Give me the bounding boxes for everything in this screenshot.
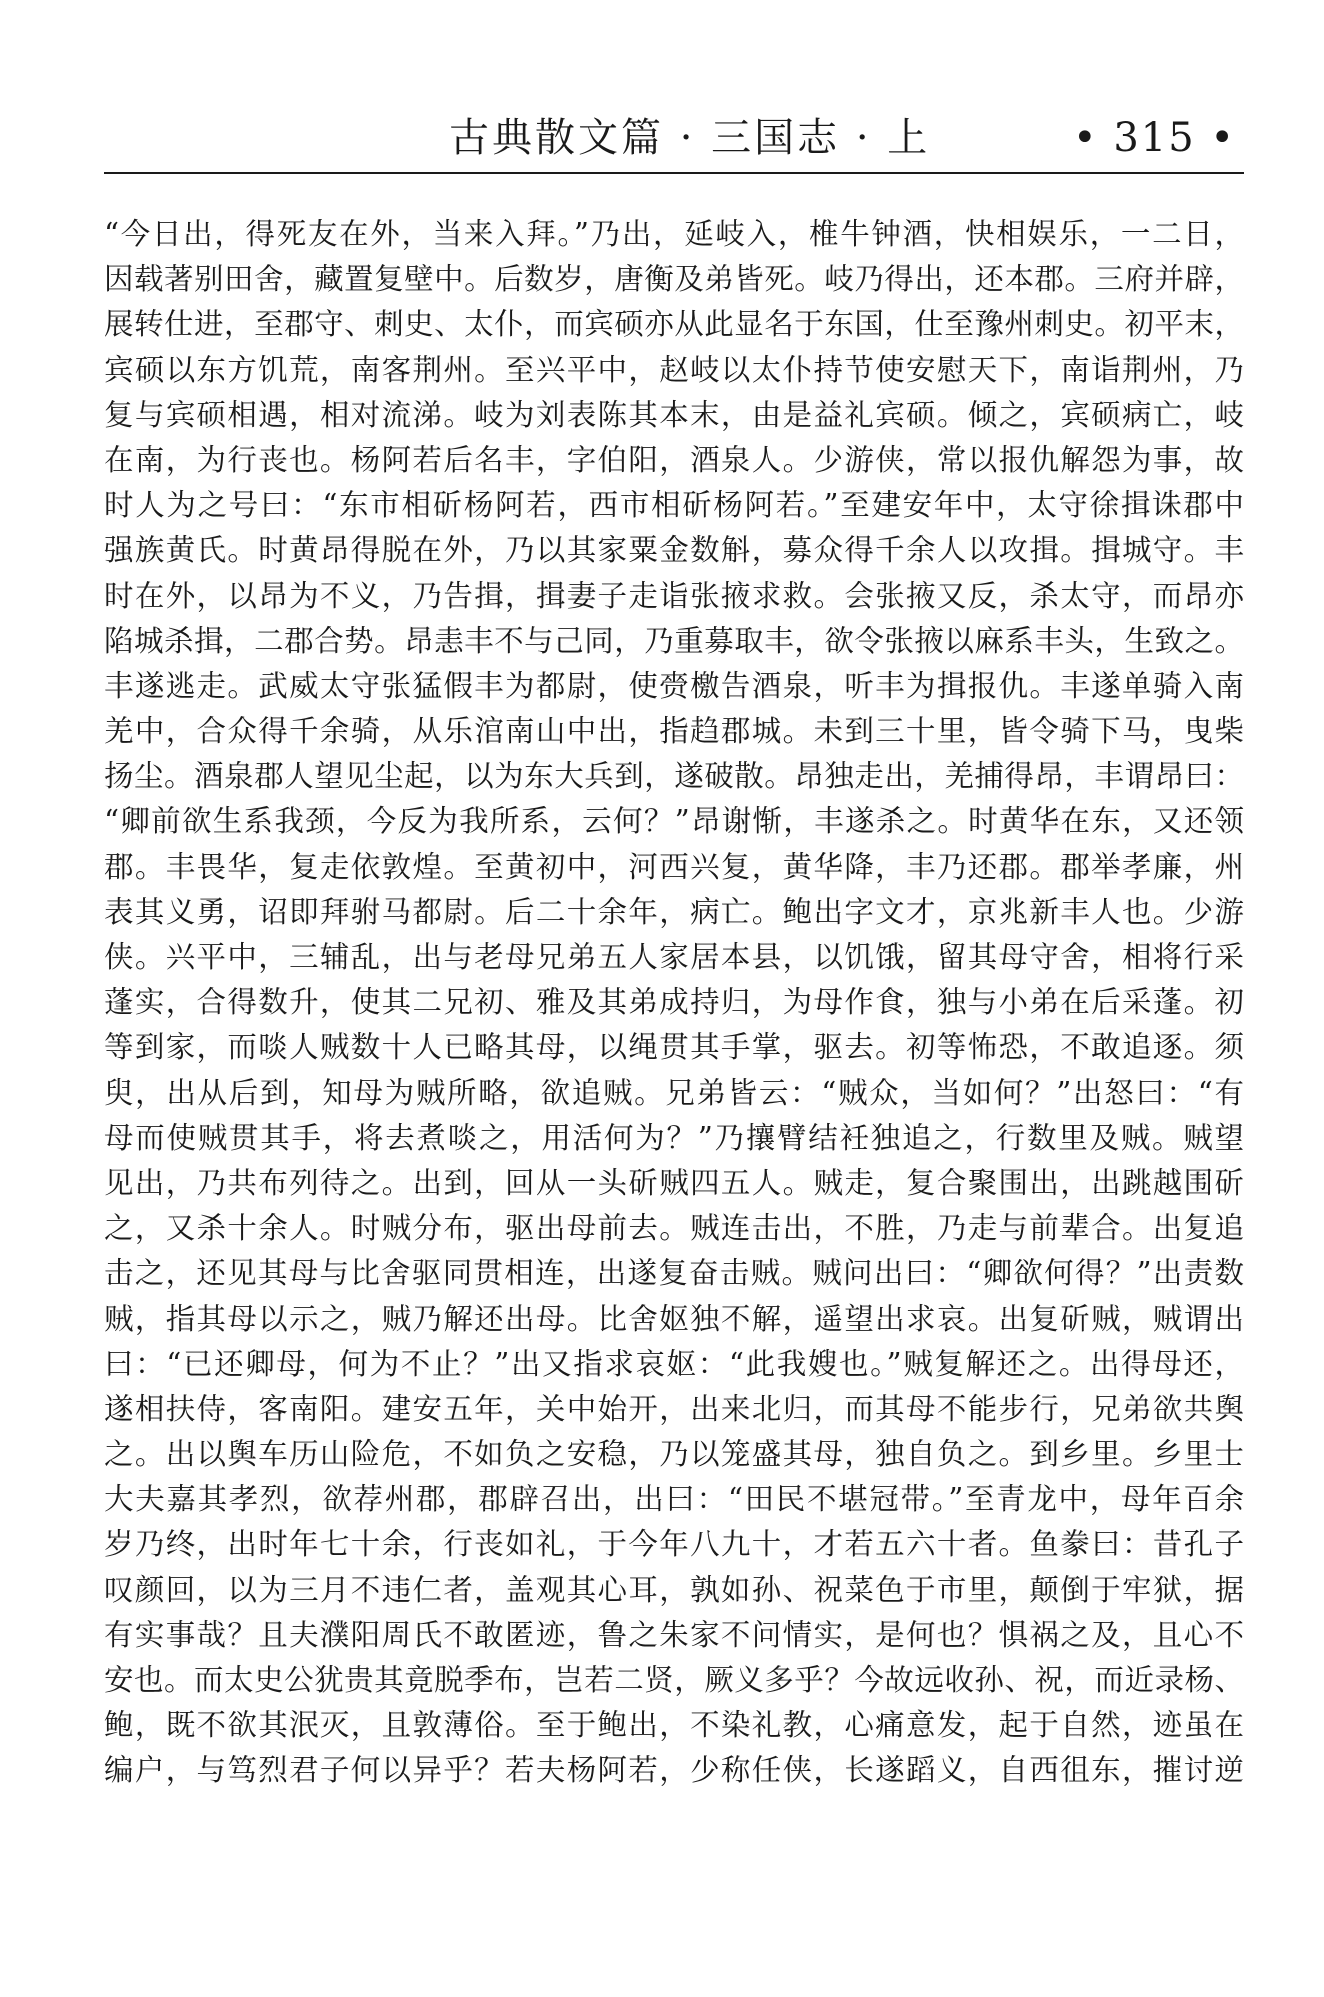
text-line: 编户，与笃烈君子何以异乎？若夫杨阿若，少称任侠，长遂蹈义，自西徂东，摧讨逆: [104, 1753, 1244, 1788]
text-line: 在南，为行丧也。杨阿若后名丰，字伯阳，酒泉人。少游侠，常以报仇解怨为事，故: [104, 442, 1244, 477]
text-line: 陷城杀揖，二郡合势。昂恚丰不与己同，乃重募取丰，欲令张掖以麻系丰头，生致之。: [104, 623, 1244, 658]
text-line: 蓬实，合得数升，使其二兄初、雅及其弟成持归，为母作食，独与小弟在后采蓬。初: [104, 985, 1244, 1020]
body-text: [104, 212, 1244, 1794]
text-line: 之。出以舆车历山险危，不如负之安稳，乃以笼盛其母，独自负之。到乡里。乡里士: [104, 1437, 1244, 1472]
text-line: 击之，还见其母与比舍驱同贯相连，出遂复奋击贼。贼问出曰：“卿欲何得？”出责数: [104, 1256, 1244, 1291]
text-line: 侠。兴平中，三辅乱，出与老母兄弟五人家居本县，以饥饿，留其母守舍，相将行采: [104, 940, 1244, 974]
text-line: 等到家，而啖人贼数十人已略其母，以绳贯其手掌，驱去。初等怖恐，不敢追逐。须: [104, 1030, 1244, 1065]
text-line: 郡。丰畏华，复走依敦煌。至黄初中，河西兴复，黄华降，丰乃还郡。郡举孝廉，州: [104, 849, 1244, 884]
text-line: 因载著别田舍，藏置复壁中。后数岁，唐衡及弟皆死。岐乃得出，还本郡。三府并辟，: [104, 262, 1244, 297]
text-line: 见出，乃共布列待之。出到，回从一头斫贼四五人。贼走，复合聚围出，出跳越围斫: [104, 1165, 1244, 1200]
text-line: 母而使贼贯其手，将去煮啖之，用活何为？”乃攘臂结衽独追之，行数里及贼。贼望: [104, 1120, 1244, 1155]
running-title: 古典散文篇 · 三国志 · 上: [449, 115, 931, 161]
text-line: 大夫嘉其孝烈，欲荐州郡，郡辟召出，出曰：“田民不堪冠带。”至青龙中，母年百余: [104, 1482, 1244, 1517]
text-line: 安也。而太史公犹贵其竟脱季布，岂若二贤，厥义多乎？今故远收孙、祝，而近录杨、: [104, 1663, 1244, 1697]
text-line: 宾硕以东方饥荒，南客荆州。至兴平中，赵岐以太仆持节使安慰天下，南诣荆州，乃: [104, 352, 1244, 387]
text-line: 丰遂逃走。武威太守张猛假丰为都尉，使赍檄告酒泉，听丰为揖报仇。丰遂单骑入南: [104, 668, 1244, 703]
text-line: 叹颜回，以为三月不违仁者，盖观其心耳，孰如孙、祝菜色于市里，颠倒于牢狱，据: [104, 1572, 1244, 1607]
text-line: 扬尘。酒泉郡人望见尘起，以为东大兵到，遂破散。昂独走出，羌捕得昂，丰谓昂曰：: [104, 759, 1244, 794]
text-line: 贼，指其母以示之，贼乃解还出母。比舍妪独不解，遥望出求哀。出复斫贼，贼谓出: [104, 1301, 1244, 1336]
text-line: 时人为之号曰：“东市相斫杨阿若，西市相斫杨阿若。”至建安年中，太守徐揖诛郡中: [104, 488, 1244, 523]
text-line: 鲍，既不欲其泯灭，且敦薄俗。至于鲍出，不染礼教，心痛意发，起于自然，迹虽在: [104, 1708, 1244, 1743]
text-line: “今日出，得死友在外，当来入拜。”乃出，延岐入，椎牛钟酒，快相娱乐，一二日，: [104, 217, 1244, 251]
running-header: [104, 110, 1244, 168]
text-line: 时在外，以昂为不义，乃告揖，揖妻子走诣张掖求救。会张掖又反，杀太守，而昂亦: [104, 578, 1244, 613]
text-line: 岁乃终，出时年七十余，行丧如礼，于今年八九十，才若五六十者。鱼豢曰：昔孔子: [104, 1527, 1244, 1562]
text-line: 遂相扶侍，客南阳。建安五年，关中始开，出来北归，而其母不能步行，兄弟欲共舆: [104, 1391, 1244, 1426]
text-line: 表其义勇，诏即拜驸马都尉。后二十余年，病亡。鲍出字文才，京兆新丰人也。少游: [104, 894, 1244, 929]
page-number: • 315 •: [1073, 115, 1236, 161]
text-line: 展转仕进，至郡守、刺史、太仆，而宾硕亦从此显名于东国，仕至豫州刺史。初平末，: [104, 307, 1244, 342]
text-line: 有实事哉？且夫濮阳周氏不敢匿迹，鲁之朱家不问情实，是何也？惧祸之及，且心不: [104, 1617, 1244, 1652]
text-line: 臾，出从后到，知母为贼所略，欲追贼。兄弟皆云：“贼众，当如何？”出怒曰：“有: [104, 1075, 1244, 1110]
text-line: “卿前欲生系我颈，今反为我所系，云何？”昂谢惭，丰遂杀之。时黄华在东，又还领: [104, 804, 1244, 839]
text-line: 强族黄氏。时黄昂得脱在外，乃以其家粟金数斛，募众得千余人以攻揖。揖城守。丰: [104, 533, 1244, 568]
text-line: 羌中，合众得千余骑，从乐涫南山中出，指趋郡城。未到三十里，皆令骑下马，曳柴: [104, 714, 1244, 749]
text-line: 复与宾硕相遇，相对流涕。岐为刘表陈其本末，由是益礼宾硕。倾之，宾硕病亡，岐: [104, 397, 1244, 432]
text-line: 曰：“已还卿母，何为不止？”出又指求哀妪：“此我嫂也。”贼复解还之。出得母还，: [104, 1346, 1244, 1381]
header-rule: [104, 172, 1244, 174]
text-line: 之，又杀十余人。时贼分布，驱出母前去。贼连击出，不胜，乃走与前辈合。出复追: [104, 1211, 1244, 1246]
